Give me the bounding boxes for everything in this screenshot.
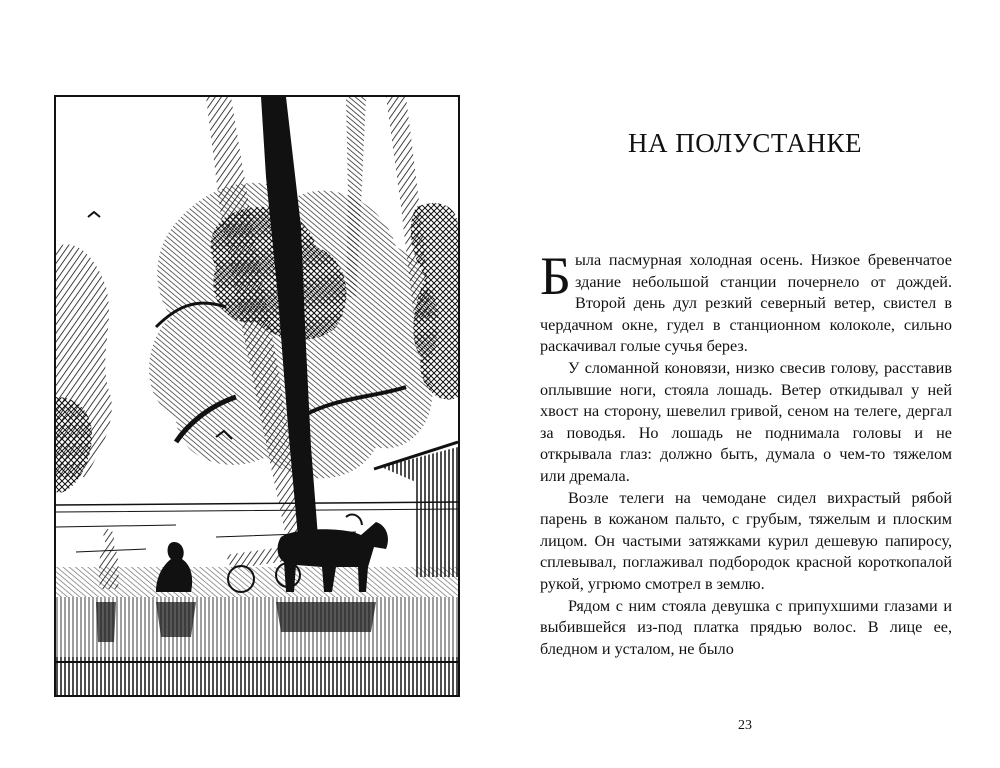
chapter-title: НА ПОЛУСТАНКЕ — [628, 128, 862, 158]
drop-cap: Б — [540, 246, 572, 306]
page-number: 23 — [738, 718, 752, 733]
chapter-text — [540, 246, 952, 660]
paragraph-4: Рядом с ним стояла девушка с припухшими глазами и выбившейся из-под платка прядью волос. В лице ее, бледном и усталом, не было — [540, 596, 952, 658]
paragraph-1 — [540, 246, 952, 358]
paragraph-1-text: ыла пасмурная холодная осень. Низкое бревенчатое здание небольшой станции почернело от дождей. Второй день дул резкий северный ветер, свистел в чердачном окне, гудел в станционном колоколе, сильно раскачивал голые сучья берез. — [540, 251, 952, 356]
ink-illustration — [54, 95, 460, 697]
paragraph-2: У сломанной коновязи, низко свесив голову, расставив оплывшие ноги, стояла лошадь. Ветер откидывал у ней хвост на сторону, шевелил гривой, сеном на телеге, дергал за поводья. Но лошадь не поднимала головы и не открывала глаз: должно быть, думала о чем-то тяжелом или дремала. — [540, 358, 952, 485]
paragraph-3: Возле телеги на чемодане сидел вихрастый рябой парень в кожаном пальто, с грубым, тяжелым и плоским лицом. Он частыми затяжками курил дешевую папиросу, сплевывал, поглаживал подбородок красной короткопалой рукой, угрюмо смотрел в землю. — [540, 488, 952, 593]
illustration-drawing — [56, 97, 458, 695]
